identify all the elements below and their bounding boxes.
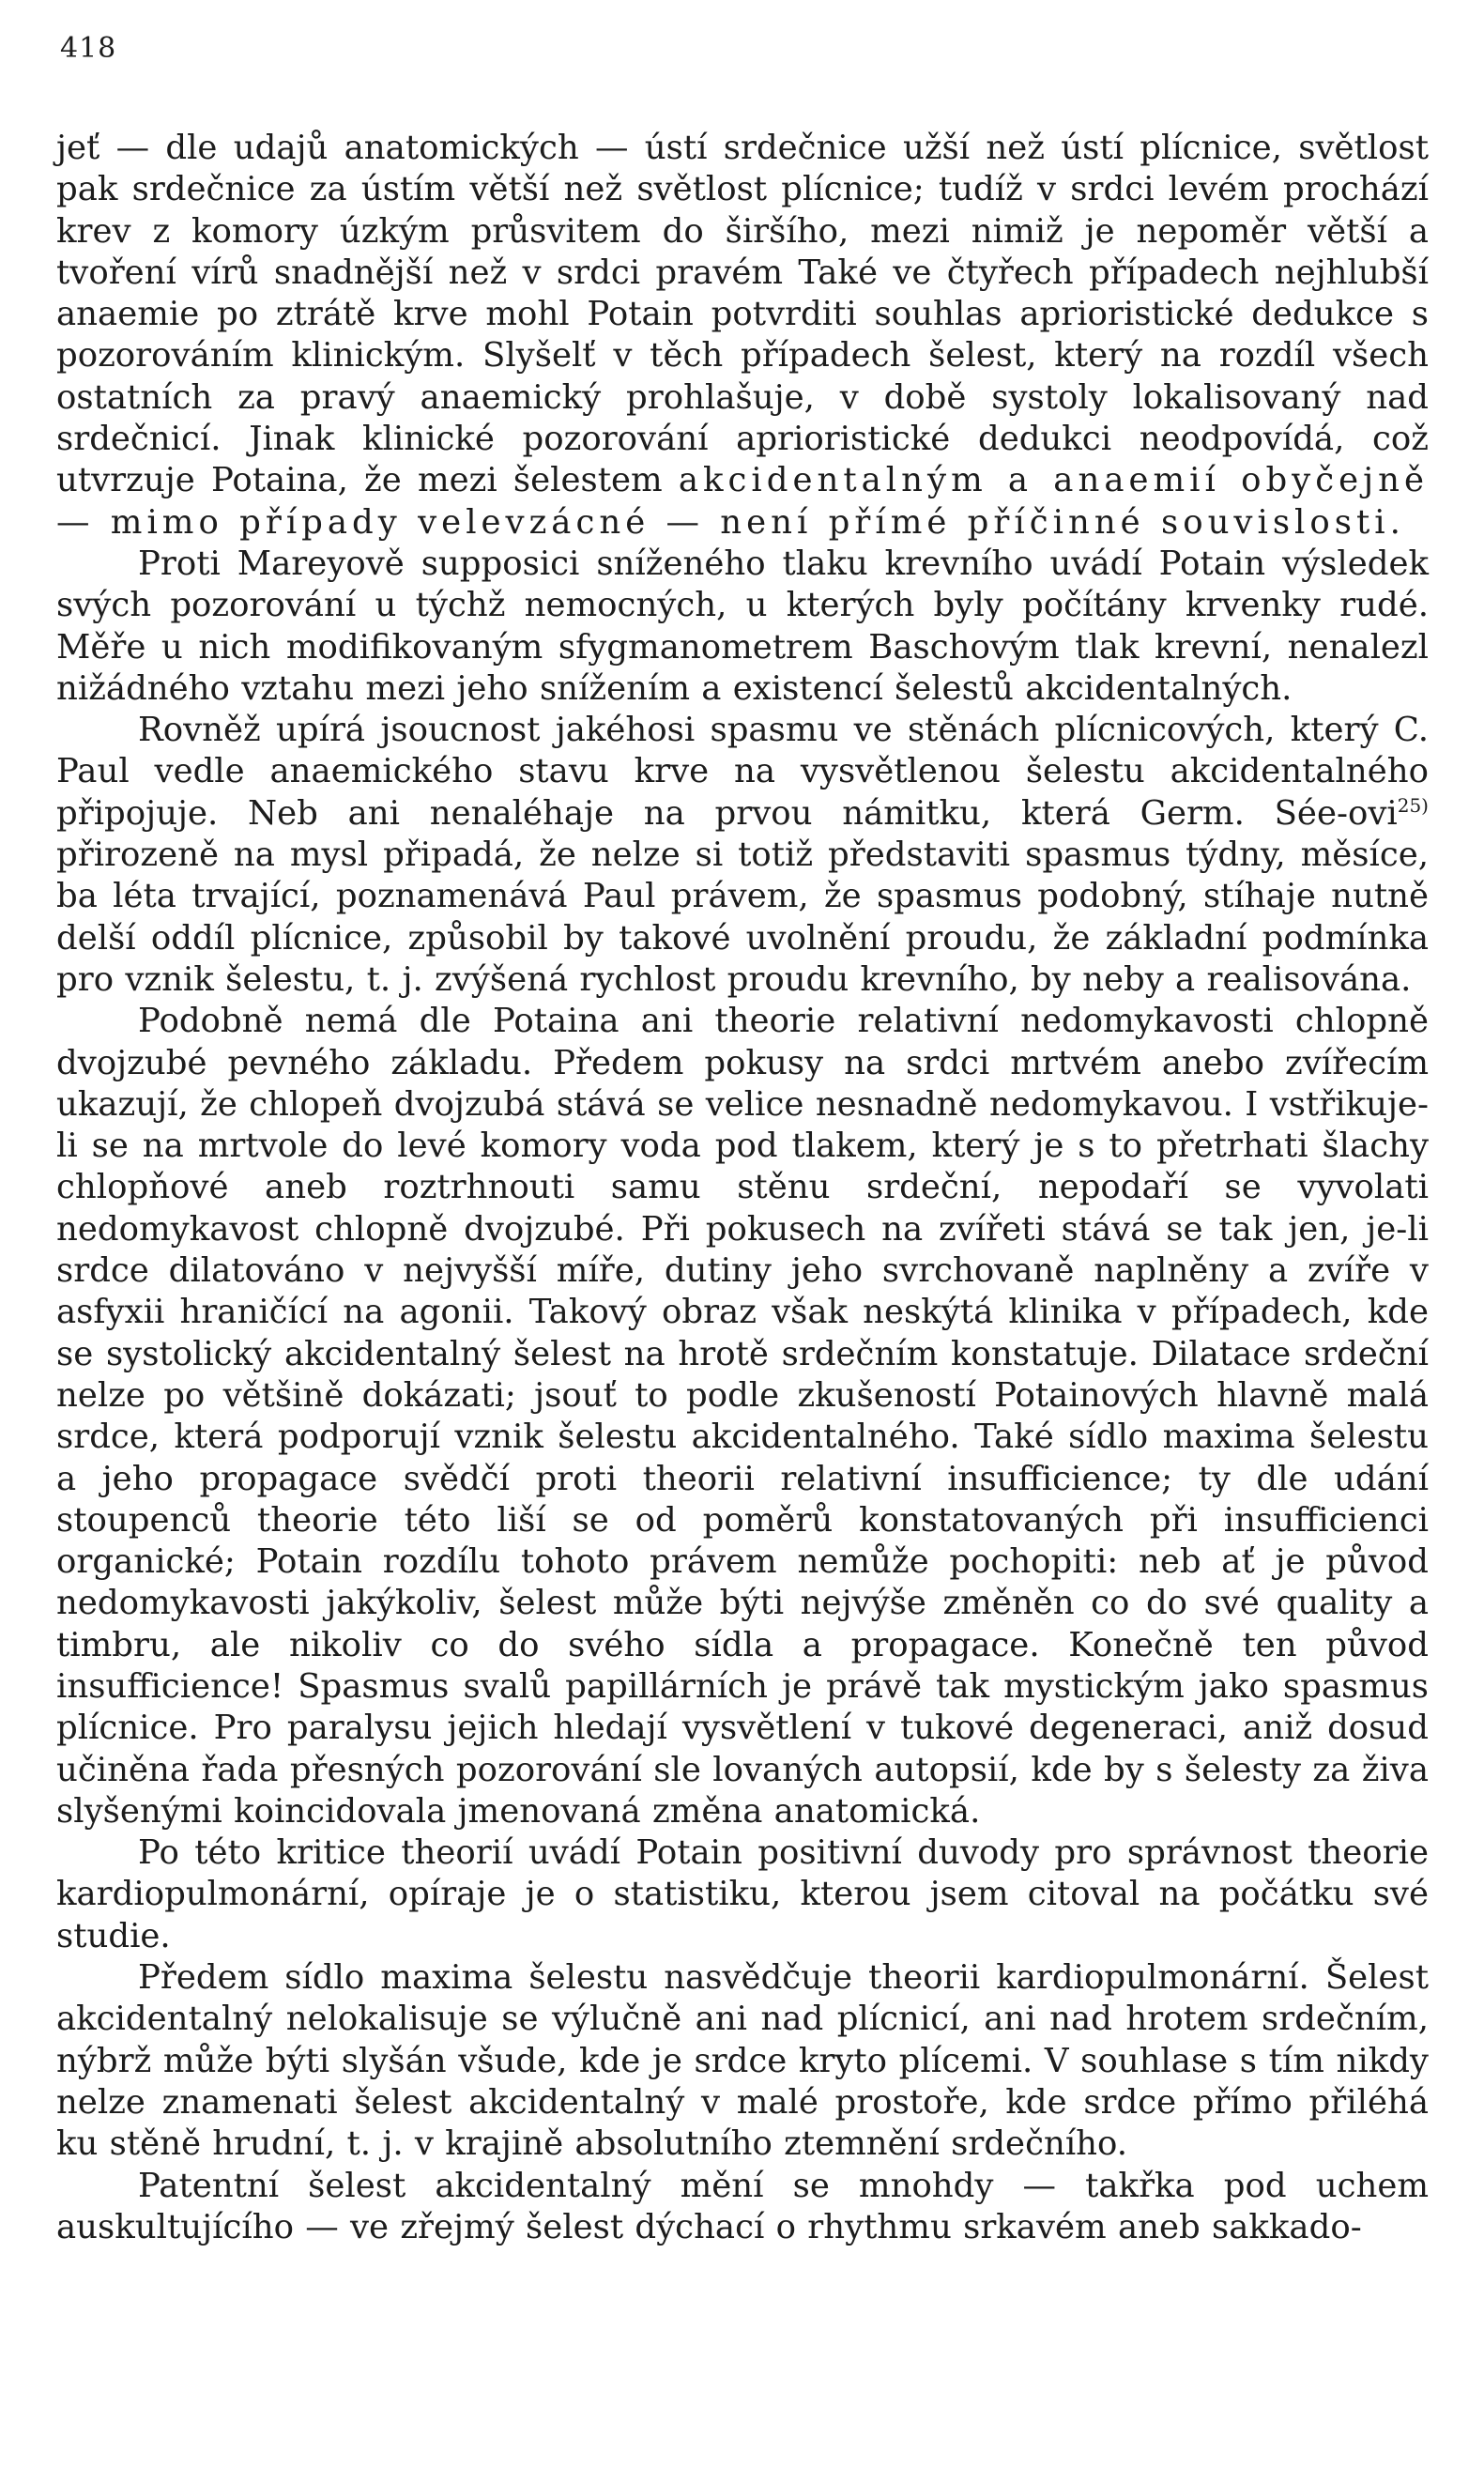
paragraph-1 — [56, 128, 1429, 544]
paragraph-text: jeť — dle udajů anatomických — ústí srdečnice užší než ústí plícnice, světlost pak srdečnice za ústím větší než světlost plícnice; tudíž v srdci levém prochází krev z komory úzkým průsvitem do širšího, mezi nimiž je nepoměr větší a tvoření vírů snadnější než v srdci pravém Také ve čtyřech případech nejhlubší anaemie po ztrátě krve mohl Potain potvrditi souhlas aprioristické dedukce s pozorováním klinickým. Slyšelť v těch případech šelest, který na rozdíl všech ostatních za pravý anaemický prohlašuje, v době systoly lokalisovaný nad srdečnicí. Jinak klinické pozorování aprioristické dedukci neodpovídá, což utvrzuje Potaina, že mezi šelestem — [56, 129, 1429, 500]
paragraph-6 — [56, 1957, 1429, 2165]
paragraph-text: Předem sídlo maxima šelestu nasvědčuje theorii kardiopulmonární. Šelest akcidentalný nelokalisuje se výlučně ani nad plícnicí, ani nad hrotem srdečním, nýbrž může býti slyšán všude, kde je srdce kryto plícemi. V souhlase s tím nikdy nelze znamenati šelest akcidentalný v malé prostoře, kde srdce přímo přiléhá ku stěně hrudní, t. j. v krajině absolutního ztemnění srdečního. — [56, 1958, 1429, 2164]
paragraph-7 — [56, 2166, 1429, 2249]
paragraph-text: Proti Mareyově supposici sníženého tlaku krevního uvádí Potain výsledek svých pozorování u týchž nemocných, u kterých byly počítány krvenky rudé. Měře u nich modifikovaným sfygmanometrem Baschovým tlak krevní, nenalezl nižádného vztahu mezi jeho snížením a existencí šelestů akcidentalných. — [56, 544, 1429, 708]
paragraph-2 — [56, 544, 1429, 710]
paragraph-4 — [56, 1001, 1429, 1832]
paragraph-5 — [56, 1832, 1429, 1957]
paragraph-3 — [56, 710, 1429, 1001]
paragraph-text: Rovněž upírá jsoucnost jakéhosi spasmu ve stěnách plícnicových, který C. Paul vedle anaemického stavu krve na vysvětlenou šelestu akcidentalného připojuje. Neb ani nenaléhaje na prvou námitku, která Germ. Sée-ovi — [56, 711, 1429, 833]
body-text — [56, 128, 1429, 2248]
paragraph-text: Po této kritice theorií uvádí Potain positivní duvody pro správnost theorie kardiopulmonární, opíraje je o statistiku, kterou jsem citoval na počátku své studie. — [56, 1833, 1429, 1955]
page-number: 418 — [60, 32, 117, 65]
paragraph-text: Patentní šelest akcidentalný mění se mnohdy — takřka pod uchem auskultujícího — ve zřejmý šelest dýchací o rhythmu srkavém aneb sakkado- — [56, 2166, 1429, 2246]
paragraph-text-continued: přirozeně na mysl připadá, že nelze si totiž představiti spasmus týdny, měsíce, ba léta trvající, poznamenává Paul právem, že spasmus podobný, stíhaje nutně delší oddíl plícnice, způsobil by takové uvolnění proudu, že základní podmínka pro vznik šelestu, t. j. zvýšená rychlost proudu krevního, by neby a realisována. — [56, 835, 1429, 999]
paragraph-text: Podobně nemá dle Potaina ani theorie relativní nedomykavosti chlopně dvojzubé pevného základu. Předem pokusy na srdci mrtvém anebo zvířecím ukazují, že chlopeň dvojzubá stává se velice nesnadně nedomykavou. I vstřikuje-li se na mrtvole do levé komory voda pod tlakem, který je s to přetrhati šlachy chlopňové aneb roztrhnouti samu stěnu srdeční, nepodaří se vyvolati nedomykavost chlopně dvojzubé. Při pokusech na zvířeti stává se tak jen, je-li srdce dilatováno v nejvyšší míře, dutiny jeho svrchovaně naplněny a zvíře v asfyxii hraničící na agonii. Takový obraz však neskýtá klinika v případech, kde se systolický akcidentalný šelest na hrotě srdečním konstatuje. Dilatace srdeční nelze po většině dokázati; jsouť to podle zkušeností Potainových hlavně malá srdce, která podporují vznik šelestu akcidentalného. Také sídlo maxima šelestu a jeho propagace svědčí proti theorii relativní insufficience; ty dle udání stoupenců theorie této liší se od poměrů konstatovaných při insufficienci organické; Potain rozdílu tohoto právem nemůže pochopiti: neb ať je původ nedomykavosti jakýkoliv, šelest může býti nejvýše změněn co do své quality a timbru, ale nikoliv co do svého sídla a propagace. Konečně ten původ insufficience! Spasmus svalů papillárních je právě tak mystickým jako spasmus plícnice. Pro paralysu jejich hledají vysvětlení v tukové degeneraci, aniž dosud učiněna řada přesných pozorování sle lovaných autopsií, kde by s šelesty za živa slyšenými koincidovala jmenovaná změna anatomická. — [56, 1002, 1429, 1831]
emphasized-text: akcidentalným a anaemií obyčejně — mimo případy velevzácné — není přímé příčinné souvislosti. — [56, 461, 1430, 542]
footnote-reference: 25) — [1397, 793, 1429, 817]
